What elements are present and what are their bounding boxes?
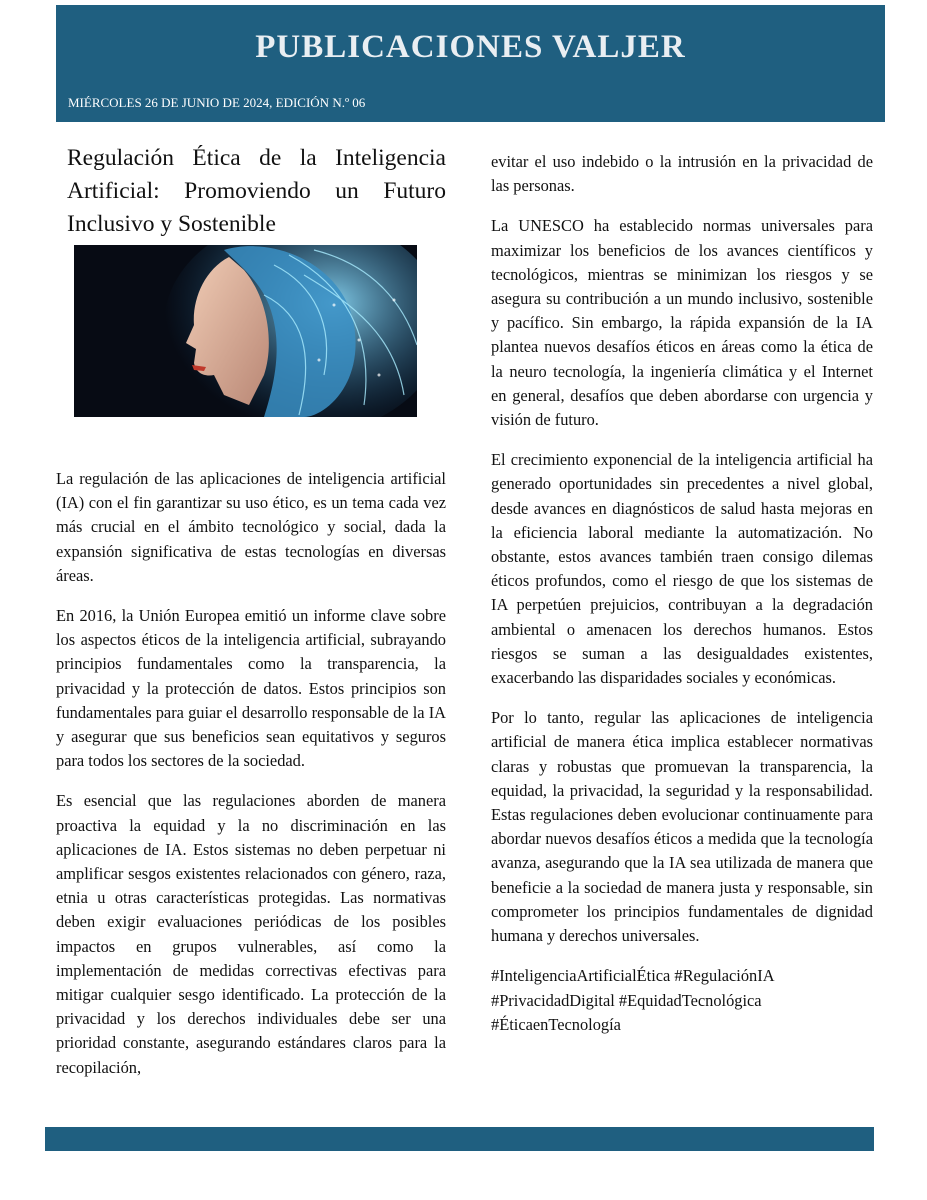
edition-date: MIÉRCOLES 26 DE JUNIO DE 2024, EDICIÓN N.º 06 [68, 95, 366, 110]
masthead-banner [56, 5, 885, 122]
ai-face-illustration [74, 245, 417, 417]
article-paragraph: La UNESCO ha establecido normas universales para maximizar los beneficios de los avances científicos y tecnológicos, mientras se minimizan los riesgos y se asegura su contribución a un mundo inclusivo, sostenible y pacífico. Sin embargo, la rápida expansión de la IA plantea nuevos desafíos éticos en áreas como la ética de la neuro tecnología, la ingeniería climática y el Internet en general, desafíos que deben abordarse con urgencia y visión de futuro. [491, 216, 873, 430]
publication-title: PUBLICACIONES VALJER [255, 29, 686, 65]
article-image [74, 245, 417, 417]
article-paragraph: En 2016, la Unión Europea emitió un informe clave sobre los aspectos éticos de la inteligencia artificial, subrayando principios fundamentales como la transparencia, la privacidad y la protección de datos. Estos principios son fundamentales para guiar el desarrollo responsable de la IA y asegurar que sus beneficios sean equitativos y seguros para todos los sectores de la sociedad. [56, 606, 446, 771]
article-paragraph: Por lo tanto, regular las aplicaciones de inteligencia artificial de manera ética implica establecer normativas claras y robustas que promuevan la transparencia, la equidad, la privacidad, la seguridad y la responsabilidad. Estas regulaciones deben evolucionar continuamente para abordar nuevos desafíos éticos a medida que la tecnología avanza, asegurando que la IA sea utilizada de manera que beneficie a la sociedad de manera justa y responsable, sin comprometer los principios fundamentales de dignidad humana y derechos universales. [491, 708, 873, 946]
article-paragraph: evitar el uso indebido o la intrusión en la privacidad de las personas. [491, 152, 873, 196]
left-column [56, 142, 446, 1096]
article-headline: Regulación Ética de la Inteligencia Artificial: Promoviendo un Futuro Inclusivo y Sostenible [67, 145, 446, 237]
article-paragraph: El crecimiento exponencial de la inteligencia artificial ha generado oportunidades sin precedentes a nivel global, desde avances en diagnósticos de salud hasta mejoras en la eficiencia laboral mediante la automatización. No obstante, estos avances también traen consigo dilemas éticos profundos, como el riesgo de que los sistemas de IA perpetúen prejuicios, contribuyan a la degradación ambiental o amenacen los derechos humanos. Estos riesgos se suman a las desigualdades existentes, exacerbando las disparidades sociales y económicas. [491, 450, 873, 688]
article-paragraph: Es esencial que las regulaciones aborden de manera proactiva la equidad y la no discriminación en las aplicaciones de IA. Estos sistemas no deben perpetuar ni amplificar sesgos existentes relacionados con género, raza, etnia u otras características protegidas. Las normativas deben exigir evaluaciones periódicas de los posibles impactos en grupos vulnerables, así como la implementación de medidas correctivas efectivas para mitigar cualquier sesgo identificado. La protección de la privacidad y los derechos individuales debe ser una prioridad constante, asegurando estándares claros para la recopilación, [56, 791, 446, 1077]
footer-bar [45, 1127, 874, 1151]
right-column [491, 150, 873, 1037]
article-paragraph: La regulación de las aplicaciones de inteligencia artificial (IA) con el fin garantizar su uso ético, es un tema cada vez más crucial en el ámbito tecnológico y social, dada la expansión significativa de estas tecnologías en diversas áreas. [56, 469, 446, 585]
hashtags: #InteligenciaArtificialÉtica #RegulaciónIA #PrivacidadDigital #EquidadTecnológica #ÉticaenTecnología [491, 966, 774, 1034]
